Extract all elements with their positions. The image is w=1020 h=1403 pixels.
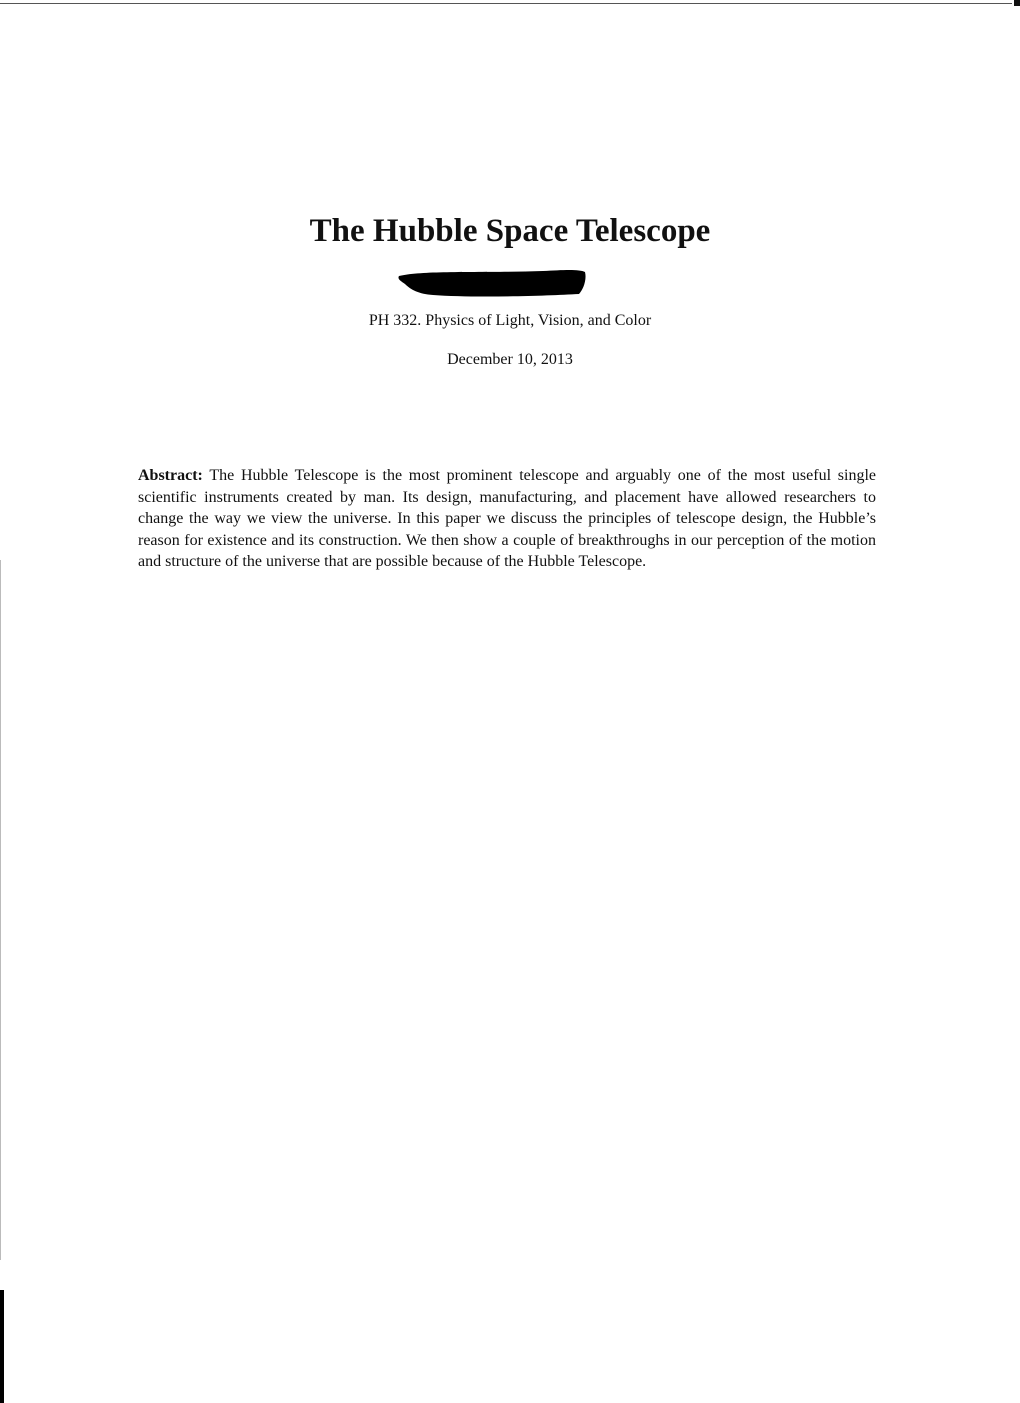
course-line: PH 332. Physics of Light, Vision, and Color: [368, 312, 652, 329]
scan-left-bar: [0, 1290, 4, 1403]
paper-title: The Hubble Space Telescope: [309, 213, 711, 249]
author-redaction: [393, 266, 587, 300]
scan-left-edge: [0, 560, 1, 1260]
abstract-text: The Hubble Telescope is the most prominent telescope and arguably one of the most useful single scientific instruments created by man. Its design, manufacturing, and placement have allowed researchers to change the way we view the universe. In this paper we discuss the principles of telescope design, the Hubble’s reason for existence and its construction. We then show a couple of breakthroughs in our perception of the motion and structure of the universe that are possible because of the Hubble Telescope.: [138, 467, 877, 571]
abstract-paragraph: [138, 465, 876, 573]
abstract-label: Abstract:: [138, 467, 203, 484]
scan-corner-mark: [1014, 0, 1020, 6]
paper-date: December 10, 2013: [447, 351, 573, 368]
scan-top-border: [0, 3, 1012, 4]
